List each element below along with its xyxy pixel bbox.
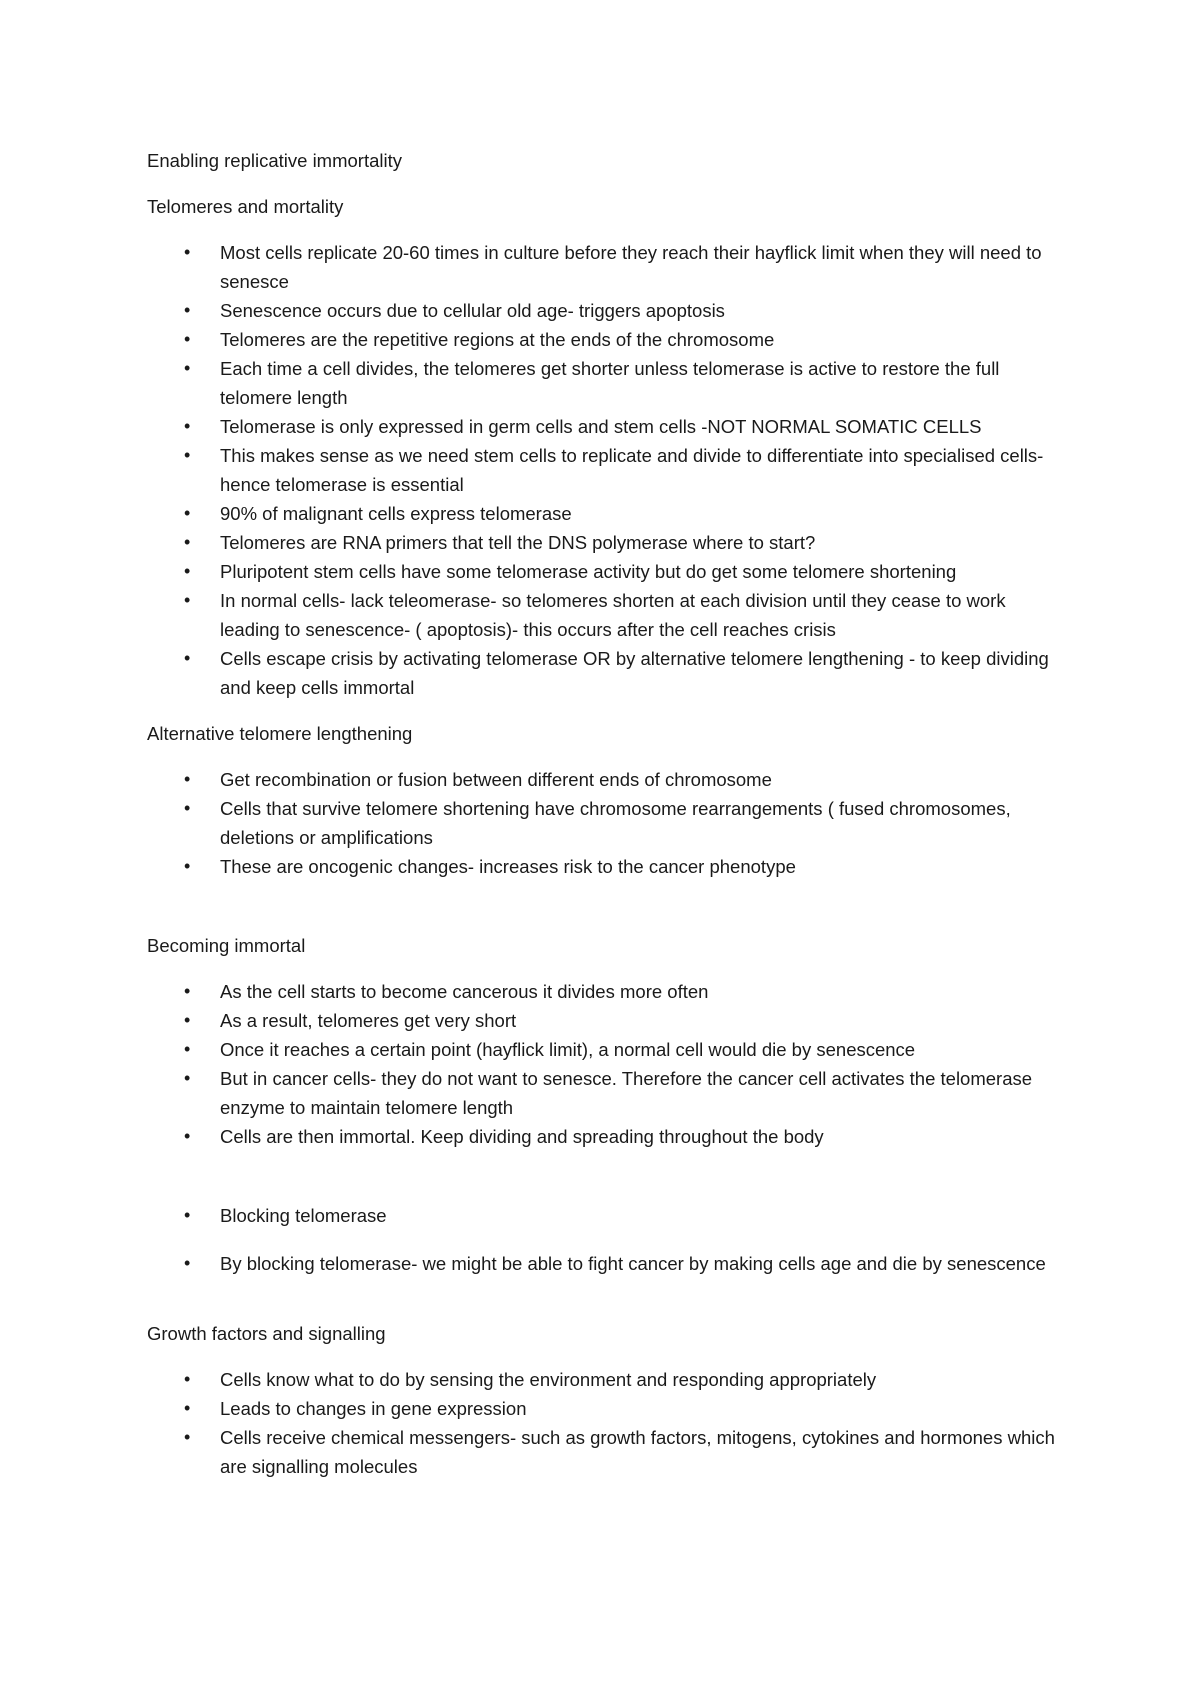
bullet-list-blocking-detail (147, 1249, 1067, 1278)
list-item: • As a result, telomeres get very short (147, 1006, 1067, 1035)
list-item: • But in cancer cells- they do not want to senesce. Therefore the cancer cell activates the telomerase enzyme to maintain telomere length (147, 1064, 1067, 1122)
bullet-list-telomeres (147, 238, 1067, 702)
list-item: • Telomeres are RNA primers that tell the DNS polymerase where to start? (147, 528, 1067, 557)
list-item: • Pluripotent stem cells have some telomerase activity but do get some telomere shortening (147, 557, 1067, 586)
list-item: • Each time a cell divides, the telomeres get shorter unless telomerase is active to restore the full telomere length (147, 354, 1067, 412)
list-item: • Get recombination or fusion between different ends of chromosome (147, 765, 1067, 794)
doc-title: Enabling replicative immortality (147, 150, 402, 171)
bullet-list-becoming-immortal (147, 977, 1067, 1151)
section-heading-becoming-immortal: Becoming immortal (147, 935, 306, 956)
list-item: • Telomeres are the repetitive regions at the ends of the chromosome (147, 325, 1067, 354)
document-page (147, 146, 1067, 1498)
bullet-list-blocking (147, 1201, 1067, 1230)
bullet-list-growth-factors (147, 1365, 1067, 1481)
list-item: • 90% of malignant cells express telomerase (147, 499, 1067, 528)
list-item: • In normal cells- lack teleomerase- so telomeres shorten at each division until they cease to work leading to senescence- ( apoptosis)- this occurs after the cell reaches crisis (147, 586, 1067, 644)
list-item: • These are oncogenic changes- increases risk to the cancer phenotype (147, 852, 1067, 881)
list-item: • Senescence occurs due to cellular old age- triggers apoptosis (147, 296, 1067, 325)
list-item: • Cells escape crisis by activating telomerase OR by alternative telomere lengthening - to keep dividing and keep cells immortal (147, 644, 1067, 702)
section-heading-telomeres: Telomeres and mortality (147, 196, 344, 217)
list-item: • Telomerase is only expressed in germ cells and stem cells -NOT NORMAL SOMATIC CELLS (147, 412, 1067, 441)
list-item: • Leads to changes in gene expression (147, 1394, 1067, 1423)
list-item: • Blocking telomerase (147, 1201, 1067, 1230)
list-item: • As the cell starts to become cancerous it divides more often (147, 977, 1067, 1006)
list-item: • Cells receive chemical messengers- such as growth factors, mitogens, cytokines and hormones which are signalling molecules (147, 1423, 1067, 1481)
list-item: • This makes sense as we need stem cells to replicate and divide to differentiate into specialised cells- hence telomerase is essential (147, 441, 1067, 499)
spacer (147, 898, 1067, 931)
section-heading-growth-factors: Growth factors and signalling (147, 1323, 386, 1344)
spacer (147, 1295, 1067, 1319)
section-heading-alternative-lengthening: Alternative telomere lengthening (147, 723, 413, 744)
list-item: • Cells that survive telomere shortening have chromosome rearrangements ( fused chromosomes, deletions or amplifications (147, 794, 1067, 852)
spacer (147, 1168, 1067, 1201)
list-item: • Most cells replicate 20-60 times in culture before they reach their hayflick limit when they will need to senesce (147, 238, 1067, 296)
list-item: • By blocking telomerase- we might be able to fight cancer by making cells age and die by senescence (147, 1249, 1067, 1278)
bullet-list-alternative-lengthening (147, 765, 1067, 881)
list-item: • Once it reaches a certain point (hayflick limit), a normal cell would die by senescence (147, 1035, 1067, 1064)
list-item: • Cells are then immortal. Keep dividing and spreading throughout the body (147, 1122, 1067, 1151)
list-item: • Cells know what to do by sensing the environment and responding appropriately (147, 1365, 1067, 1394)
